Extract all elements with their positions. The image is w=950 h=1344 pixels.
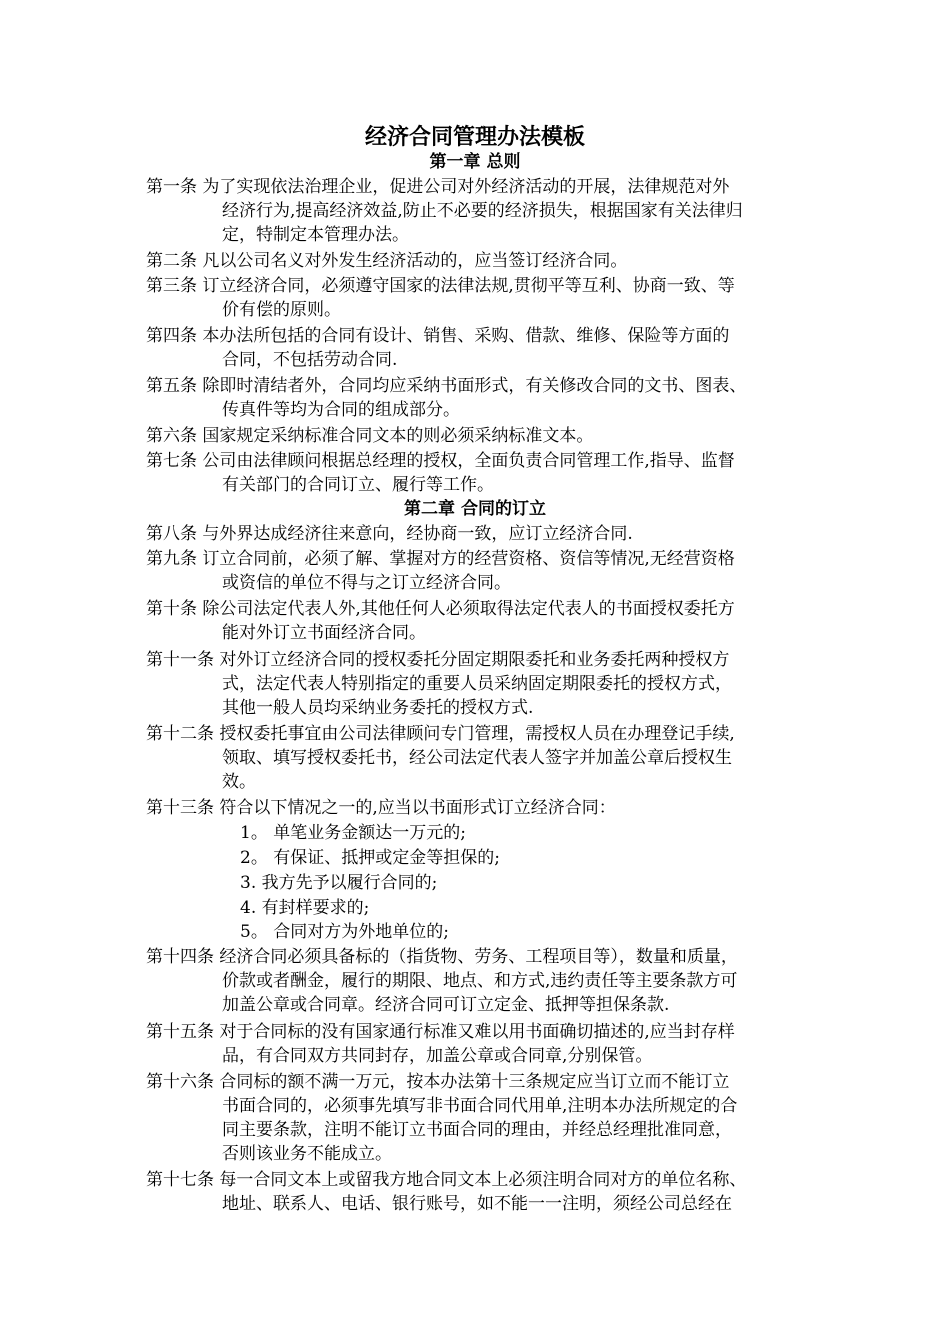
chapter-2-heading: 第二章 合同的订立 <box>404 499 546 519</box>
article-line: 第四条 本办法所包括的合同有设计、销售、采购、借款、维修、保险等方面的 <box>146 326 730 346</box>
article-12 <box>146 722 818 794</box>
article-line: 式，法定代表人特别指定的重要人员采纳固定期限委托的授权方式， <box>222 674 732 694</box>
article-line: 第二条 凡以公司名义对外发生经济活动的，应当签订经济合同。 <box>146 251 628 271</box>
article-line: 书面合同的，必须事先填写非书面合同代用单,注明本办法所规定的合 <box>222 1096 738 1116</box>
article-6 <box>146 424 818 448</box>
article-11 <box>146 648 818 720</box>
article-line: 定，特制定本管理办法。 <box>222 225 409 245</box>
article-line: 第七条 公司由法律顾问根据总经理的授权，全面负责合同管理工作,指导、监督 <box>146 451 735 471</box>
article-line: 第十四条 经济合同必须具备标的（指货物、劳务、工程项目等），数量和质量， <box>146 947 738 967</box>
article-line: 第六条 国家规定采纳标准合同文本的则必须采纳标准文本。 <box>146 426 594 446</box>
article-17 <box>146 1168 818 1216</box>
article-3 <box>146 274 818 322</box>
article-line: 第三条 订立经济合同，必须遵守国家的法律法规,贯彻平等互利、协商一致、等 <box>146 276 735 296</box>
article-line: 第十三条 符合以下情况之一的,应当以书面形式订立经济合同： <box>146 798 616 818</box>
list-item: 2。 有保证、抵押或定金等担保的; <box>240 848 500 868</box>
article-line: 否则该业务不能成立。 <box>222 1144 392 1164</box>
article-line: 加盖公章或合同章。经济合同可订立定金、抵押等担保条款. <box>222 995 670 1015</box>
article-line: 合同，不包括劳动合同. <box>222 350 398 370</box>
list-item: 4. 有封样要求的; <box>240 898 370 918</box>
list-item: 1。 单笔业务金额达一万元的; <box>240 823 466 843</box>
article-line: 或资信的单位不得与之订立经济合同。 <box>222 573 511 593</box>
article-line: 其他一般人员均采纳业务委托的授权方式. <box>222 698 534 718</box>
article-5 <box>146 374 818 422</box>
article-line: 领取、填写授权委托书，经公司法定代表人签字并加盖公章后授权生 <box>222 748 732 768</box>
article-line: 第五条 除即时清结者外，合同均应采纳书面形式，有关修改合同的文书、图表、 <box>146 376 747 396</box>
article-line: 同主要条款，注明不能订立书面合同的理由，并经总经理批准同意， <box>222 1120 732 1140</box>
article-10 <box>146 597 818 645</box>
list-item: 5。 合同对方为外地单位的; <box>240 922 449 942</box>
document-title: 经济合同管理办法模板 <box>364 124 585 150</box>
article-line: 能对外订立书面经济合同。 <box>222 623 426 643</box>
article-2 <box>146 249 818 273</box>
article-9 <box>146 547 818 595</box>
article-15 <box>146 1020 818 1068</box>
article-line: 第九条 订立合同前，必须了解、掌握对方的经营资格、资信等情况,无经营资格 <box>146 549 735 569</box>
article-line: 价款或者酬金，履行的期限、地点、和方式,违约责任等主要条款方可 <box>222 971 738 991</box>
article-7 <box>146 449 818 497</box>
list-item: 3. 我方先予以履行合同的; <box>240 873 438 893</box>
article-line: 品，有合同双方共同封存，加盖公章或合同章,分别保管。 <box>222 1046 653 1066</box>
article-4 <box>146 324 818 372</box>
article-line: 第十六条 合同标的额不满一万元，按本办法第十三条规定应当订立而不能订立 <box>146 1072 730 1092</box>
article-line: 第十五条 对于合同标的没有国家通行标准又难以用书面确切描述的,应当封存样 <box>146 1022 735 1042</box>
article-line: 第一条 为了实现依法治理企业，促进公司对外经济活动的开展，法律规范对外 <box>146 177 730 197</box>
article-line: 传真件等均为合同的组成部分。 <box>222 400 460 420</box>
article-line: 有关部门的合同订立、履行等工作。 <box>222 475 494 495</box>
article-14 <box>146 945 818 1017</box>
article-1 <box>146 175 818 247</box>
article-16 <box>146 1070 818 1166</box>
article-13 <box>146 796 818 820</box>
article-line: 第十二条 授权委托事宜由公司法律顾问专门管理，需授权人员在办理登记手续, <box>146 724 735 744</box>
article-line: 价有偿的原则。 <box>222 300 341 320</box>
article-line: 第十一条 对外订立经济合同的授权委托分固定期限委托和业务委托两种授权方 <box>146 650 730 670</box>
chapter-1-heading: 第一章 总则 <box>429 152 521 172</box>
article-line: 效。 <box>222 772 256 792</box>
article-line: 第八条 与外界达成经济往来意向，经协商一致，应订立经济合同. <box>146 524 633 544</box>
article-line: 经济行为,提高经济效益,防止不必要的经济损失，根据国家有关法律归 <box>222 201 743 221</box>
article-line: 第十条 除公司法定代表人外,其他任何人必须取得法定代表人的书面授权委托方 <box>146 599 735 619</box>
article-line: 第十七条 每一合同文本上或留我方地合同文本上必须注明合同对方的单位名称、 <box>146 1170 747 1190</box>
article-8 <box>146 522 818 546</box>
article-line: 地址、联系人、电话、银行账号，如不能一一注明，须经公司总经在 <box>222 1194 732 1214</box>
